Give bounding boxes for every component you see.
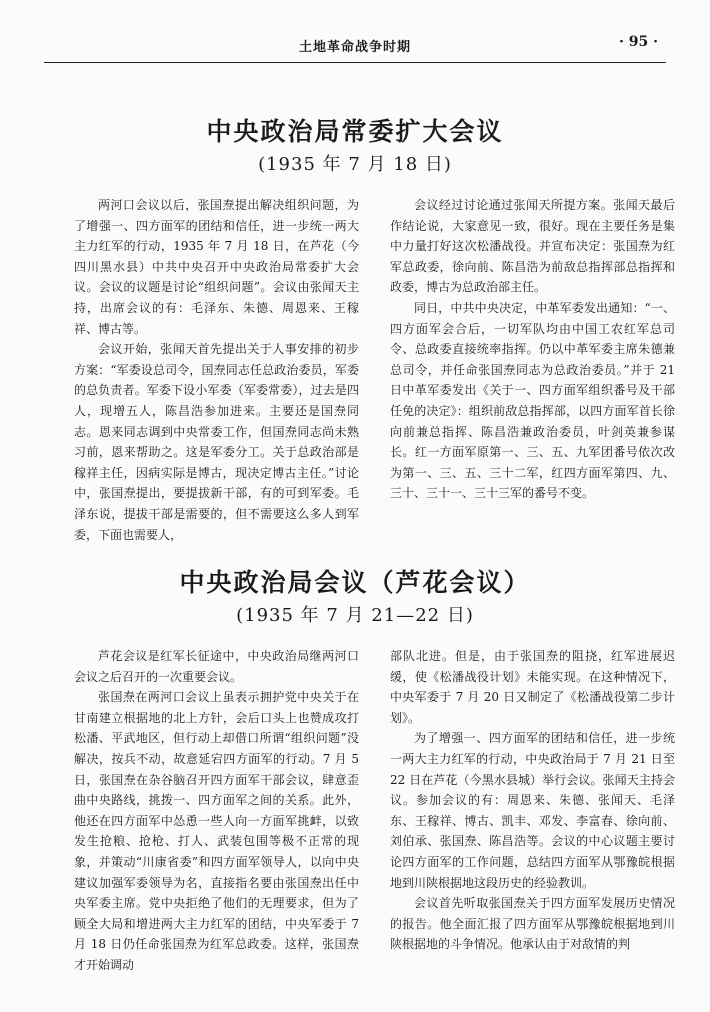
- section2-right-column: [390, 646, 675, 955]
- paragraph: 部队北进。但是，由于张国焘的阻挠，红军进展迟缓，使《松潘战役计划》未能实现。在这种情况下，中央军委于 7 月 20 日又制定了《松潘战役第二步计划》。: [390, 649, 675, 725]
- section1-title: 中央政治局常委扩大会议: [206, 117, 504, 146]
- running-title: 土地革命战争时期: [298, 40, 411, 55]
- paragraph: 为了增强一、四方面军的团结和信任，进一步统一两大主力红军的行动，中央政治局于 7 月 21 日至 22 日在芦花（今黑水县城）举行会议。张闻天主持会议。参加会议的有：周恩来、朱德、张闻天、毛泽东、王稼祥、博古、凯丰、邓发、李富春、徐向前、刘伯承、张国焘、陈昌浩等。会议的中心议题主要讨论四方面军的工作问题，总结四方面军从鄂豫皖根据地到川陕根据地这段历史的经验教训。: [390, 731, 675, 890]
- paragraph: 同日，中共中央决定，中革军委发出通知：“一、四方面军会合后，一切军队均由中国工农红军总司令、总政委直接统率指挥。仍以中革军委主席朱德兼总司令，并任命张国焘同志为总政治委员。”并于 21 日中革军委发出《关于一、四方面军组织番号及干部任免的决定》：组织前敌总指挥部，以四方面军首长徐向前兼总指挥、陈昌浩兼政治委员，叶剑英兼参谋长。红一方面军原第一、三、五、九军团番号依次改为第一、三、五、三十二军，红四方面军第四、九、三十、三十一、三十三军的番号不变。: [390, 300, 675, 501]
- page-number: · 95 ·: [619, 34, 658, 50]
- section2-left-column: [74, 646, 359, 976]
- paragraph: 两河口会议以后，张国焘提出解决组织问题，为了增强一、四方面军的团结和信任，进一步统一两大主力红军的行动，1935 年 7 月 18 日，在芦花（今四川黑水县）中共中央召开中央政治局常委扩大会议。会议的议题是讨论“组织问题”。会议由张闻天主持，出席会议的有：毛泽东、朱德、周恩来、王稼祥、博古等。: [74, 198, 359, 336]
- running-header: [44, 30, 666, 63]
- section2-title: 中央政治局会议（芦花会议）: [179, 568, 531, 597]
- paragraph: 芦花会议是红军长征途中，中央政治局继两河口会议之后召开的一次重要会议。: [74, 649, 359, 684]
- paragraph: 张国焘在两河口会议上虽表示拥护党中央关于在甘南建立根据地的北上方针，会后口头上也赞成攻打松潘、平武地区，但行动上却借口所谓“组织问题”没解决，按兵不动，故意延宕四方面军的行动。7 月 5 日，张国焘在杂谷脑召开四方面军干部会议，肆意歪曲中央路线，挑拨一、四方面军之间的关系。此外，他还在四方面军中怂恿一些人向一方面军挑衅，以致发生抢粮、抢枪、打人、武装包围等极不正常的现象，并策动“川康省委”和四方面军领导人，以向中央建议加强军委领导为名，直接指名要由张国焘出任中央军委主席。党中央拒绝了他们的无理要求，但为了顾全大局和增进两大主力红军的团结，中央军委于 7 月 18 日仍任命张国焘为红军总政委。这样，张国焘才开始调动: [74, 690, 359, 972]
- section1-date: (1935 年 7 月 18 日): [258, 154, 452, 175]
- section2-date: (1935 年 7 月 21—22 日): [236, 605, 474, 626]
- paragraph: 会议经过讨论通过张闻天所提方案。张闻天最后作结论说，大家意见一致，很好。现在主要任务是集中力量打好这次松潘战役。并宣布决定：张国焘为红军总政委，徐向前、陈昌浩为前敌总指挥部总指挥和政委，博古为总政治部主任。: [390, 198, 675, 295]
- paragraph: 会议首先听取张国焘关于四方面军发展历史情况的报告。他全面汇报了四方面军从鄂豫皖根据地到川陕根据地的斗争情况。他承认由于对敌情的判: [390, 896, 675, 952]
- section1-left-column: [74, 195, 359, 545]
- paragraph: 会议开始，张闻天首先提出关于人事安排的初步方案：“军委设总司令，国焘同志任总政治委员，军委的总负责者。军委下设小军委（军委常委），过去是四人，现增五人，陈昌浩参加进来。主要还是国焘同志。恩来同志调到中央常委工作，但国焘同志尚未熟习前，恩来帮助之。这是军委分工。关于总政治部是稼祥主任，因病实际是博古，现决定博古主任。”讨论中，张国焘提出，要提拔新干部，有的可到军委。毛泽东说，提拔干部是需要的，但不需要这么多人到军委，下面也需要人，: [74, 342, 359, 542]
- section1-right-column: [390, 195, 675, 504]
